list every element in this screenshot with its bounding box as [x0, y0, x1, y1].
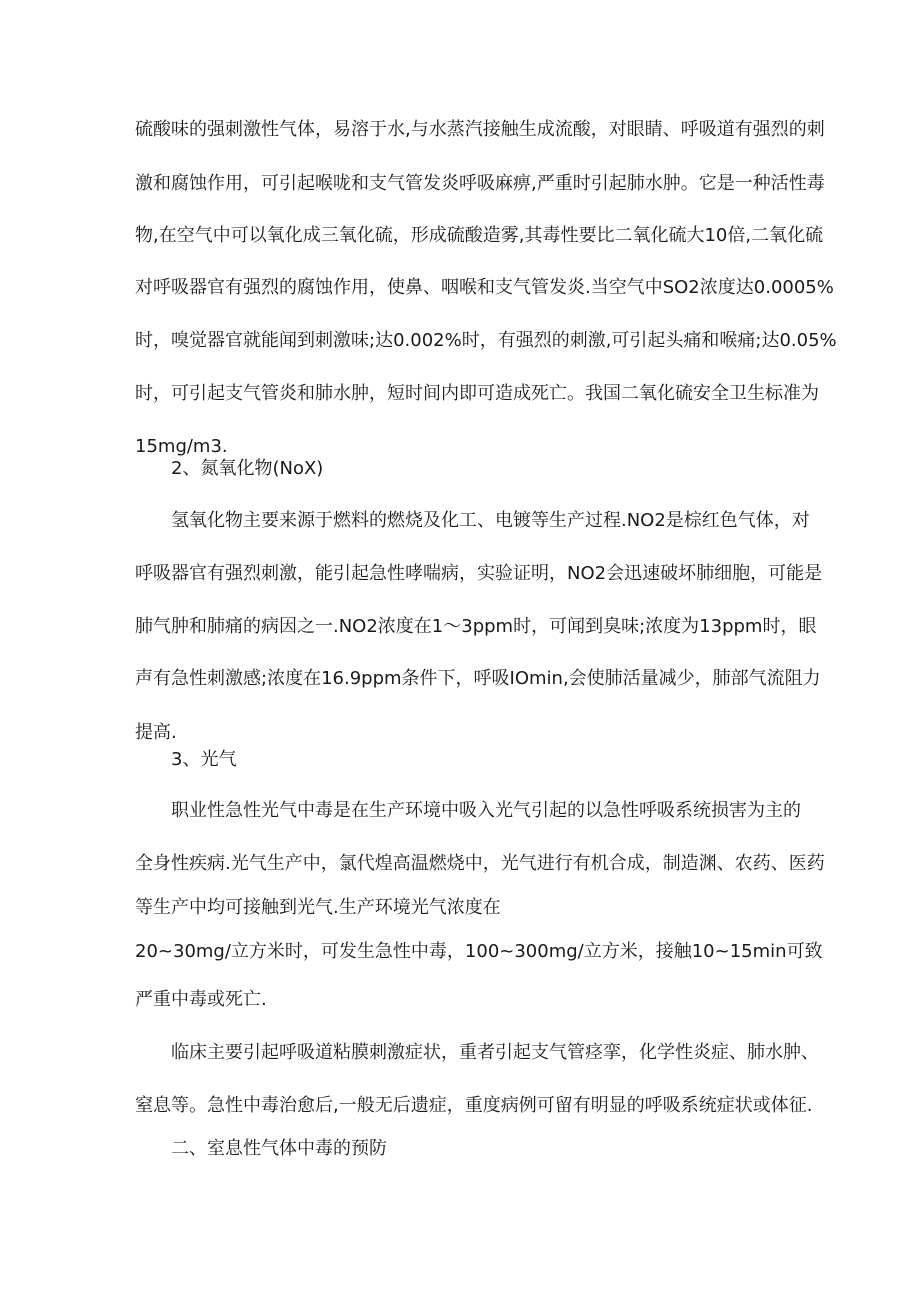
paragraph-line: 全身性疾病.光气生产中，氯代煌高温燃烧中，光气进行有机合成，制造渊、农药、医药: [135, 853, 825, 874]
paragraph-line: 激和腐蚀作用，可引起喉咙和支气管发炎呼吸麻痹,严重时引起肺水肿。它是一种活性毒: [135, 173, 825, 194]
paragraph-line: 提高.: [135, 722, 177, 743]
paragraph-line: 对呼吸器官有强烈的腐蚀作用，使鼻、咽喉和支气管发炎.当空气中SO2浓度达0.0005%: [135, 277, 834, 298]
paragraph-line: 等生产中均可接触到光气.生产环境光气浓度在: [135, 897, 501, 918]
paragraph-line: 氢氧化物主要来源于燃料的燃烧及化工、电镀等生产过程.NO2是棕红色气体，对: [171, 510, 810, 531]
paragraph-line: 严重中毒或死亡.: [135, 989, 267, 1010]
paragraph-line: 时，可引起支气管炎和肺水肿，短时间内即可造成死亡。我国二氧化硫安全卫生标准为: [135, 383, 819, 404]
section-heading-prevention: [171, 1137, 571, 1161]
paragraph-line: 时，嗅觉器官就能闻到刺激味;达0.002%时，有强烈的刺激,可引起头痛和喉痛;达0.05%: [135, 330, 837, 351]
heading-phosgene: [171, 748, 571, 772]
paragraph-line: 20~30mg/立方米时，可发生急性中毒，100~300mg∕立方米，接触10~15min可致: [135, 941, 823, 962]
paragraph-line: 15mg∕m3.: [135, 436, 228, 457]
paragraph-line: 呼吸器官有强烈刺激，能引起急性哮喘病，实验证明，NO2会迅速破坏肺细胞，可能是: [135, 563, 823, 584]
paragraph-line: 硫酸味的强刺激性气体，易溶于水,与水蒸汽接触生成流酸，对眼睛、呼吸道有强烈的刺: [135, 119, 825, 140]
heading-text: 二、室息性气体中毒的预防: [171, 1138, 387, 1159]
paragraph-line: 物,在空气中可以氧化成三氧化硫，形成硫酸造雾,其毒性要比二氧化硫大10倍,二氧化硫: [135, 225, 824, 246]
paragraph-line: 窒息等。急性中毒治愈后,一般无后遗症，重度病例可留有明显的呼吸系统症状或体征.: [135, 1095, 813, 1116]
paragraph-line: 职业性急性光气中毒是在生产环境中吸入光气引起的以急性呼吸系统损害为主的: [171, 800, 801, 821]
heading-text: 2、氮氧化物(NoX): [171, 458, 324, 479]
paragraph-line: 肺气肿和肺痛的病因之一.NO2浓度在1～3ppm时，可闻到臭味;浓度为13ppm时，眼: [135, 616, 817, 637]
heading-text: 3、光气: [171, 749, 237, 770]
paragraph-line: 临床主要引起呼吸道粘膜刺激症状，重者引起支气管痉挛，化学性炎症、肺水肿、: [171, 1042, 819, 1063]
heading-nitrogen-oxides: [171, 457, 571, 481]
paragraph-line: 声有急性刺激感;浓度在16.9ppm条件下，呼吸IOmin,会使肺活量减少，肺部气流阻力: [135, 668, 821, 689]
